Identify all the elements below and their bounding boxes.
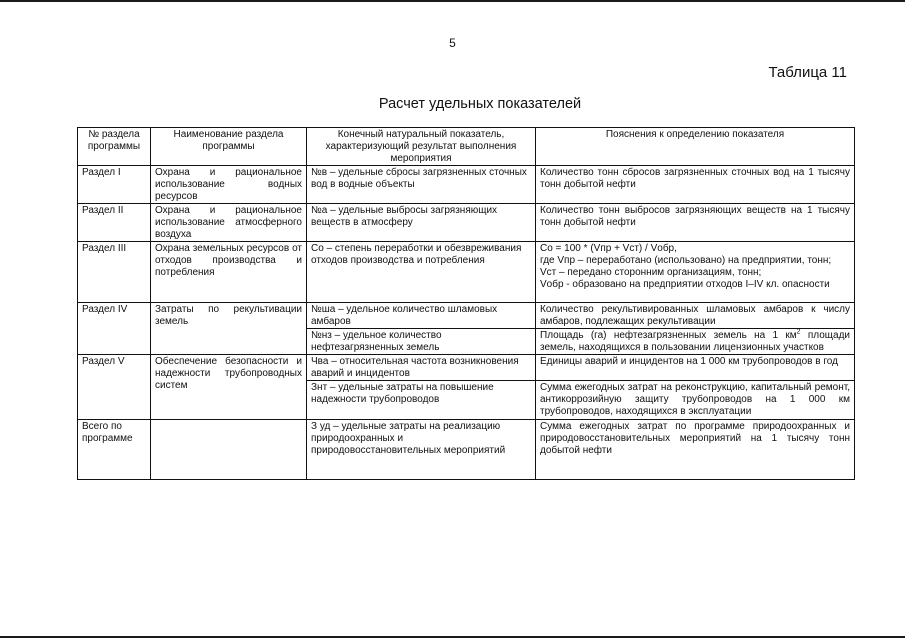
indicator-text: – удельное количество шламовых амбаров — [311, 304, 498, 327]
cell-section: Раздел II — [78, 204, 151, 242]
header-indicator: Конечный натуральный показатель, характеризующий результат выполнения мероприятия — [307, 128, 536, 166]
cell-name: Охрана земельных ресурсов от отходов производства и потребления — [151, 242, 307, 303]
bottom-rule — [0, 636, 905, 638]
indicator-text: – относительная частота возникновения аварий и инцидентов — [311, 356, 519, 379]
indicator-text: – удельные затраты на реализацию природоохранных и природовосстановительных мероприятий — [311, 421, 506, 456]
cell-indicator — [307, 381, 536, 420]
indicator-text: – степень переработки и обезвреживания отходов производства и потребления — [311, 243, 522, 266]
explanation-line: Vобр - образовано на предприятии отходов I–IV кл. опасности — [540, 279, 830, 290]
cell-indicator — [307, 355, 536, 381]
explanation-part: Площадь (га) нефтезагрязненных земель на 1 км — [540, 330, 797, 341]
explanation-line: Vст – передано сторонним организациям, тонн; — [540, 267, 762, 278]
cell-indicator — [307, 166, 536, 204]
indicator-symbol: Знт — [311, 382, 328, 393]
explanation-part: площади земель, находящихся в пользовании лицензионных участков — [540, 330, 850, 353]
indicator-symbol: №нз — [311, 330, 332, 341]
indicator-symbol: №в — [311, 167, 328, 178]
cell-name — [151, 420, 307, 480]
indicator-text: – удельные выбросы загрязняющих веществ в атмосферу — [311, 205, 498, 228]
table-row — [78, 242, 855, 303]
header-section-name: Наименование раздела программы — [151, 128, 307, 166]
table-row — [78, 166, 855, 204]
table-label: Таблица 11 — [768, 64, 847, 81]
cell-name: Затраты по рекультивации земель — [151, 303, 307, 355]
explanation-line: Со = 100 * (Vпр + Vст) / Vобр, — [540, 243, 677, 254]
table-row — [78, 204, 855, 242]
indicator-symbol: №шa — [311, 304, 336, 315]
cell-section: Раздел IV — [78, 303, 151, 355]
cell-explanation — [536, 242, 855, 303]
cell-name: Обеспечение безопасности и надежности трубопроводных систем — [151, 355, 307, 420]
cell-indicator — [307, 204, 536, 242]
indicator-symbol: Чва — [311, 356, 329, 367]
page-number: 5 — [449, 36, 456, 50]
cell-explanation: Количество тонн сбросов загрязненных сточных вод на 1 тысячу тонн добытой нефти — [536, 166, 855, 204]
indicator-symbol: Со — [311, 243, 324, 254]
cell-indicator — [307, 303, 536, 329]
indicator-symbol: З уд — [311, 421, 331, 432]
table-row — [78, 303, 855, 329]
explanation-line: где Vпр – переработано (использовано) на предприятии, тонн; — [540, 255, 832, 266]
top-rule-left — [0, 0, 905, 2]
indicators-table — [77, 127, 855, 480]
indicator-symbol: №а — [311, 205, 328, 216]
header-explanation: Пояснения к определению показателя — [536, 128, 855, 166]
cell-section: Раздел V — [78, 355, 151, 420]
cell-section: Всего по программе — [78, 420, 151, 480]
cell-name: Охрана и рациональное использование атмосферного воздуха — [151, 204, 307, 242]
cell-section: Раздел III — [78, 242, 151, 303]
cell-section: Раздел I — [78, 166, 151, 204]
cell-indicator — [307, 420, 536, 480]
cell-explanation: Количество тонн выбросов загрязняющих веществ на 1 тысячу тонн добытой нефти — [536, 204, 855, 242]
superscript-2: 2 — [796, 328, 801, 336]
cell-explanation — [536, 329, 855, 355]
cell-name: Охрана и рациональное использование водных ресурсов — [151, 166, 307, 204]
cell-indicator — [307, 329, 536, 355]
cell-indicator — [307, 242, 536, 303]
table-row — [78, 355, 855, 381]
cell-explanation: Сумма ежегодных затрат по программе природоохранных и природовосстановительных мероприятий на 1 тысячу тонн добытой нефти — [536, 420, 855, 480]
indicator-text: – удельные затраты на повышение надежности трубопроводов — [311, 382, 494, 405]
header-section-no: № раздела программы — [78, 128, 151, 166]
cell-explanation: Количество рекультивированных шламовых амбаров к числу амбаров, подлежащих рекультивации — [536, 303, 855, 329]
indicator-text: – удельные сбросы загрязненных сточных вод в водные объекты — [311, 167, 527, 190]
indicator-text: – удельное количество нефтезагрязненных земель — [311, 330, 442, 353]
cell-explanation: Единицы аварий и инцидентов на 1 000 км трубопроводов в год — [536, 355, 855, 381]
table-header-row — [78, 128, 855, 166]
cell-explanation: Сумма ежегодных затрат на реконструкцию, капитальный ремонт, антикоррозийную защиту трубопроводов на 1 000 км трубопроводов, находящихся в эксплуатации — [536, 381, 855, 420]
page-title: Расчет удельных показателей — [378, 96, 582, 112]
table-row — [78, 420, 855, 480]
